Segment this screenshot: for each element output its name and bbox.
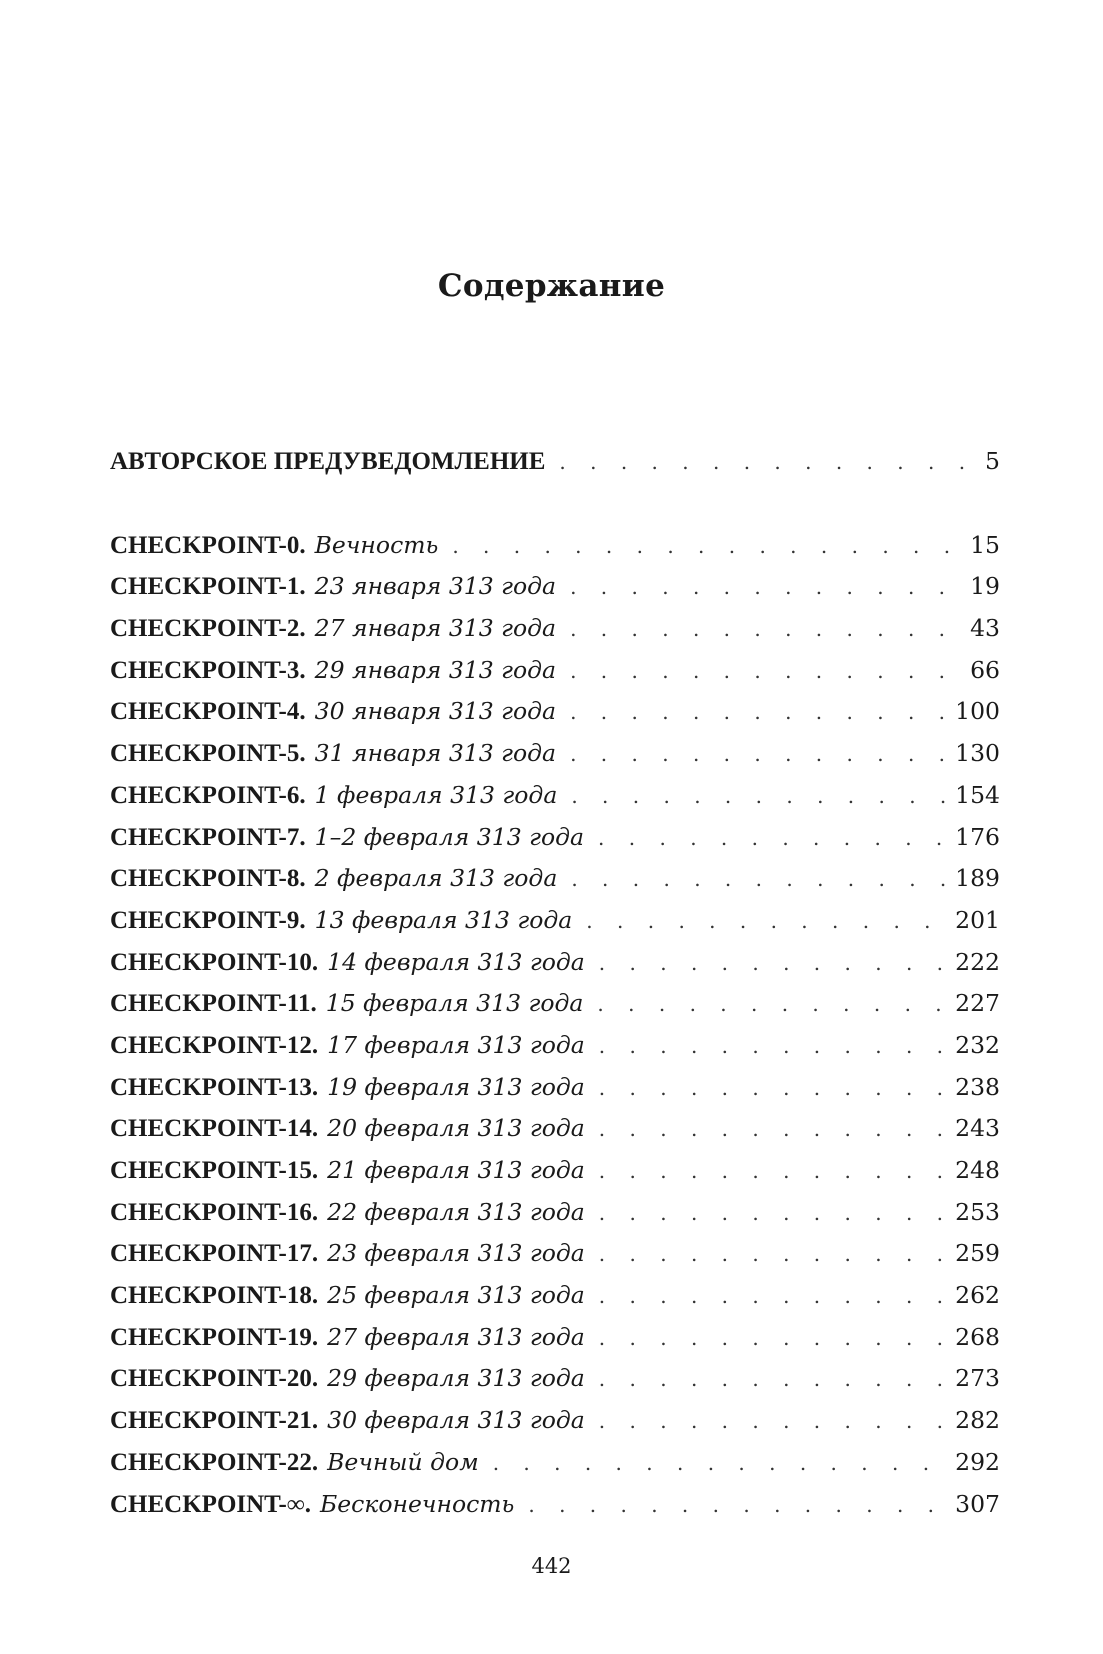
dot-leader — [598, 826, 951, 850]
toc-entries-list — [110, 531, 1000, 1532]
toc-entry-label: CHECKPOINT-8. — [110, 865, 306, 893]
toc-entry[interactable] — [110, 989, 1000, 1031]
toc-entry-page: 253 — [955, 1197, 1000, 1226]
dot-leader — [570, 742, 951, 766]
toc-entry-subtitle: 22 февраля 313 года — [327, 1197, 585, 1226]
dot-leader — [599, 1367, 951, 1391]
toc-entry[interactable] — [110, 1239, 1000, 1281]
toc-entry-label: CHECKPOINT-5. — [110, 740, 306, 768]
toc-entry[interactable] — [110, 1281, 1000, 1323]
toc-entry-label: CHECKPOINT-6. — [110, 781, 306, 809]
dot-leader — [599, 1159, 951, 1183]
toc-entry-page: 243 — [955, 1114, 1000, 1143]
toc-entry-subtitle: 19 февраля 313 года — [327, 1072, 585, 1101]
toc-entry-subtitle: 13 февраля 313 года — [314, 905, 573, 934]
dot-leader — [599, 1409, 951, 1433]
toc-entry-label: CHECKPOINT-17. — [110, 1240, 319, 1268]
toc-entry-subtitle: 25 февраля 313 года — [327, 1281, 585, 1310]
toc-entry-subtitle: 23 февраля 313 года — [327, 1239, 585, 1268]
toc-entry[interactable] — [110, 656, 1000, 698]
toc-entry-subtitle: 30 февраля 313 года — [327, 1406, 585, 1435]
toc-entry-label: CHECKPOINT-13. — [110, 1073, 319, 1101]
toc-entry-page: 262 — [955, 1281, 1000, 1310]
dot-leader — [599, 1284, 951, 1308]
toc-entry-page: 273 — [955, 1364, 1000, 1393]
dot-leader — [528, 1493, 951, 1517]
toc-entry-label: CHECKPOINT-7. — [110, 823, 306, 851]
dot-leader — [599, 1242, 951, 1266]
toc-entry[interactable] — [110, 1490, 1000, 1532]
toc-entry-label: CHECKPOINT-4. — [110, 698, 306, 726]
toc-entry[interactable] — [110, 864, 1000, 906]
toc-entry-page: 282 — [955, 1406, 1000, 1435]
toc-entry[interactable] — [110, 1323, 1000, 1365]
dot-leader — [599, 951, 951, 975]
toc-entry-label: CHECKPOINT-∞. — [110, 1490, 311, 1518]
toc-entry-subtitle: 27 января 313 года — [314, 614, 557, 643]
toc-entry[interactable] — [110, 906, 1000, 948]
toc-entry-subtitle: Вечность — [314, 530, 439, 559]
toc-entry-page: 222 — [955, 947, 1000, 976]
toc-entry-label: CHECKPOINT-10. — [110, 948, 319, 976]
toc-entry-page: 268 — [955, 1322, 1000, 1351]
dot-leader — [571, 867, 951, 891]
toc-entry-page: 307 — [955, 1489, 1000, 1518]
toc-entry-label: CHECKPOINT-20. — [110, 1365, 319, 1393]
toc-entry-page: 292 — [955, 1447, 1000, 1476]
toc-entry-page: 19 — [970, 572, 1000, 601]
toc-entry-label: CHECKPOINT-12. — [110, 1031, 319, 1059]
toc-entry-subtitle: 15 февраля 313 года — [325, 989, 584, 1018]
toc-entry-page: 232 — [955, 1030, 1000, 1059]
toc-entry[interactable] — [110, 823, 1000, 865]
toc-entry-page: 238 — [955, 1072, 1000, 1101]
toc-entry[interactable] — [110, 781, 1000, 823]
toc-entry-label: CHECKPOINT-1. — [110, 573, 306, 601]
page-number: 442 — [531, 1554, 572, 1578]
toc-entry-label: CHECKPOINT-19. — [110, 1323, 319, 1351]
toc-entry-subtitle: 17 февраля 313 года — [327, 1030, 585, 1059]
toc-entry-label: CHECKPOINT-9. — [110, 906, 306, 934]
dot-leader — [599, 1034, 951, 1058]
toc-entry-page: 66 — [970, 655, 1000, 684]
toc-entry-label: CHECKPOINT-11. — [110, 990, 317, 1018]
dot-leader — [586, 909, 951, 933]
dot-leader — [452, 534, 966, 558]
toc-entry[interactable] — [110, 614, 1000, 656]
toc-entry-page: 259 — [955, 1239, 1000, 1268]
toc-entry-subtitle: 14 февраля 313 года — [327, 947, 585, 976]
toc-entry-page: 201 — [955, 905, 1000, 934]
toc-entry-label: CHECKPOINT-0. — [110, 531, 306, 559]
toc-entry-label: АВТОРСКОЕ ПРЕДУВЕДОМЛЕНИЕ — [110, 448, 546, 475]
toc-entry-label: CHECKPOINT-21. — [110, 1407, 319, 1435]
toc-entry[interactable] — [110, 1031, 1000, 1073]
dot-leader — [559, 450, 976, 474]
toc-entry-label: CHECKPOINT-3. — [110, 656, 306, 684]
dot-leader — [570, 700, 951, 724]
toc-entry-subtitle: 1 февраля 313 года — [314, 780, 558, 809]
toc-entry-page: 100 — [955, 697, 1000, 726]
toc-entry-label: CHECKPOINT-15. — [110, 1157, 319, 1184]
toc-entry-subtitle: 20 февраля 313 года — [327, 1114, 585, 1143]
toc-entry-label: CHECKPOINT-22. — [110, 1448, 319, 1476]
toc-entry-subtitle: 31 января 313 года — [314, 739, 557, 768]
toc-entry-subtitle: 2 февраля 313 года — [314, 864, 558, 893]
toc-entry[interactable] — [110, 1114, 1000, 1156]
page-title: Содержание — [437, 268, 666, 304]
toc-entry-subtitle: 1–2 февраля 313 года — [314, 822, 585, 851]
toc-entry-page: 154 — [955, 780, 1000, 809]
toc-entry[interactable] — [110, 572, 1000, 614]
toc-entry[interactable] — [110, 1198, 1000, 1240]
toc-entry[interactable] — [110, 1156, 1000, 1198]
toc-entry[interactable] — [110, 739, 1000, 781]
dot-leader — [493, 1451, 951, 1475]
toc-entry[interactable] — [110, 1406, 1000, 1448]
toc-entry-subtitle: 27 февраля 313 года — [327, 1322, 585, 1351]
toc-entry-page: 227 — [955, 989, 1000, 1018]
toc-entry-page: 43 — [970, 614, 1000, 643]
toc-entry[interactable] — [110, 948, 1000, 990]
toc-entry-preface[interactable] — [110, 447, 1000, 489]
toc-entry-subtitle: Бесконечность — [319, 1489, 515, 1518]
dot-leader — [599, 1117, 951, 1141]
dot-leader — [599, 1201, 951, 1225]
table-of-contents — [110, 447, 1000, 1531]
toc-entry-page: 130 — [955, 739, 1000, 768]
toc-entry-page: 176 — [955, 822, 1000, 851]
toc-entry-page: 189 — [955, 864, 1000, 893]
toc-entry-label: CHECKPOINT-14. — [110, 1115, 319, 1143]
dot-leader — [570, 617, 966, 641]
dot-leader — [571, 784, 951, 808]
toc-entry-page: 248 — [955, 1156, 1000, 1184]
toc-entry-subtitle: 29 февраля 313 года — [327, 1364, 585, 1393]
toc-entry-subtitle: 23 января 313 года — [314, 572, 557, 601]
toc-entry[interactable] — [110, 1073, 1000, 1115]
toc-entry-page: 15 — [970, 530, 1000, 559]
toc-entry-label: CHECKPOINT-16. — [110, 1198, 319, 1226]
toc-entry-label: CHECKPOINT-18. — [110, 1282, 319, 1310]
toc-entry[interactable] — [110, 1448, 1000, 1490]
toc-entry-subtitle: 30 января 313 года — [314, 697, 557, 726]
toc-entry[interactable] — [110, 531, 1000, 573]
toc-entry[interactable] — [110, 697, 1000, 739]
toc-entry-label: CHECKPOINT-2. — [110, 615, 306, 643]
toc-entry[interactable] — [110, 1364, 1000, 1406]
dot-leader — [599, 1076, 951, 1100]
dot-leader — [570, 575, 966, 599]
toc-entry-subtitle: 29 января 313 года — [314, 655, 557, 684]
dot-leader — [599, 1326, 951, 1350]
dot-leader — [597, 992, 951, 1016]
toc-entry-subtitle: Вечный дом — [327, 1447, 479, 1476]
toc-entry-page: 5 — [985, 447, 1000, 475]
toc-entry-subtitle: 21 февраля 313 года — [327, 1156, 585, 1184]
dot-leader — [570, 659, 966, 683]
